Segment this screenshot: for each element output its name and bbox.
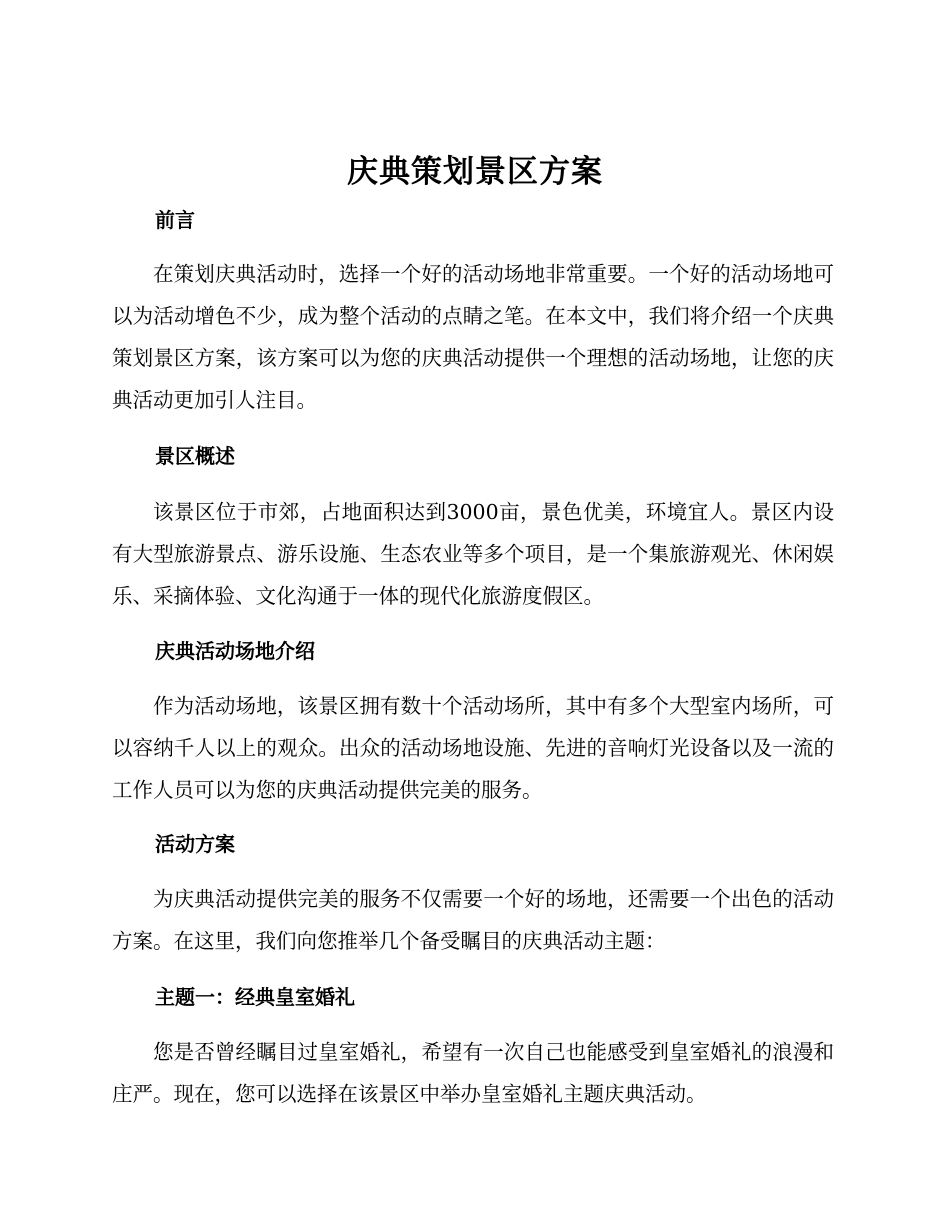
section-heading-plan: 活动方案 bbox=[155, 832, 235, 856]
section-paragraph-theme-one: 您是否曾经瞩目过皇室婚礼，希望有一次自己也能感受到皇室婚礼的浪漫和庄严。现在，您可以选择在该景区中举办皇室婚礼主题庆典活动。 bbox=[112, 1040, 834, 1106]
section-heading-preface: 前言 bbox=[155, 208, 195, 232]
section-paragraph-venue: 作为活动场地，该景区拥有数十个活动场所，其中有多个大型室内场所，可以容纳千人以上的观众。出众的活动场地设施、先进的音响灯光设备以及一流的工作人员可以为您的庆典活动提供完美的服务。 bbox=[112, 694, 834, 802]
section-paragraph-plan: 为庆典活动提供完美的服务不仅需要一个好的场地，还需要一个出色的活动方案。在这里，我们向您推举几个备受瞩目的庆典活动主题： bbox=[112, 887, 834, 953]
section-paragraph-preface: 在策划庆典活动时，选择一个好的活动场地非常重要。一个好的活动场地可以为活动增色不少，成为整个活动的点睛之笔。在本文中，我们将介绍一个庆典策划景区方案，该方案可以为您的庆典活动提供一个理想的活动场地，让您的庆典活动更加引人注目。 bbox=[112, 262, 834, 412]
document-title: 庆典策划景区方案 bbox=[347, 154, 603, 190]
section-heading-theme-one: 主题一：经典皇室婚礼 bbox=[155, 985, 355, 1009]
section-heading-venue: 庆典活动场地介绍 bbox=[155, 639, 315, 663]
section-paragraph-overview: 该景区位于市郊，占地面积达到3000亩，景色优美，环境宜人。景区内设有大型旅游景点、游乐设施、生态农业等多个项目，是一个集旅游观光、休闲娱乐、采摘体验、文化沟通于一体的现代化旅游度假区。 bbox=[112, 500, 834, 608]
section-heading-overview: 景区概述 bbox=[155, 444, 235, 468]
